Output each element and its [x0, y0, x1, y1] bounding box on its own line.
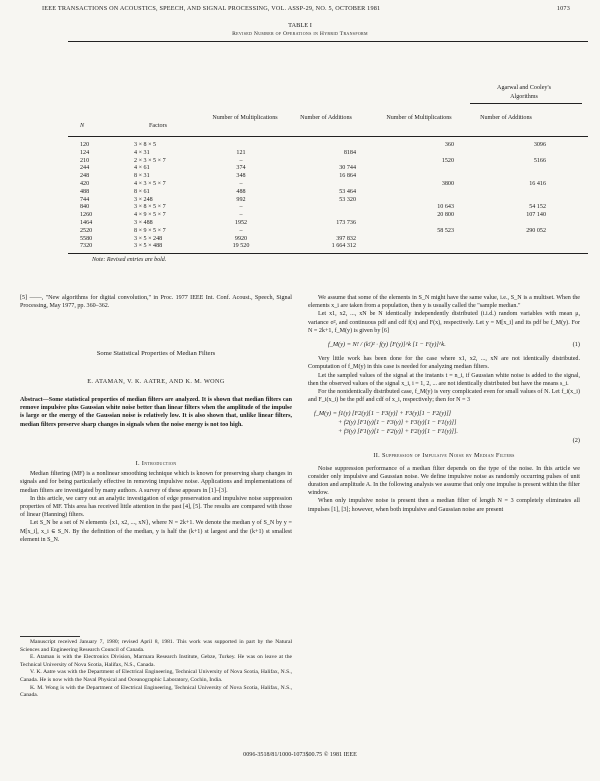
- section-2-title: II. Suppression of Impulsive Noise by Median Filters: [373, 452, 515, 460]
- table-row: [68, 150, 588, 158]
- table-note: Note: Revised entries are bold.: [92, 257, 167, 263]
- table-row: [68, 243, 588, 251]
- copyright-footer: 0096-3518/81/1000-1073$00.75 © 1981 IEEE: [243, 752, 357, 758]
- cell-n: 420: [80, 180, 90, 187]
- cell-ac-add: 16 416: [529, 180, 546, 187]
- cell-ac-mult: 20 800: [437, 212, 454, 219]
- paper-authors: E. ATAMAN, V. K. AATRE, AND K. M. WONG: [87, 378, 225, 385]
- cell-factors: 3 × 5 × 248: [134, 235, 163, 242]
- col-header-factors: Factors: [149, 123, 167, 129]
- group-rule: [470, 103, 582, 104]
- col-header-ac-add: Number of Additions: [480, 115, 532, 121]
- journal-title: IEEE TRANSACTIONS ON ACOUSTICS, SPEECH, AND SIGNAL PROCESSING, VOL. ASSP-29, NO. 5, OCTOBER 1981: [42, 5, 381, 12]
- equation-1-number: (1): [572, 341, 580, 349]
- sec2-paragraph-2: When only impulsive noise is present then a median filter of length N = 3 completely eliminates all impulses [1], [3]; however, when both impulsive and Gaussian noise are present: [308, 498, 580, 513]
- cell-factors: 3 × 488: [134, 219, 153, 226]
- sec1-paragraph-3: Let S_N be a set of N elements {x1, x2, ..., xN}, where N = 2k+1. We denote the median y of S_N by y = M[x_i], x_i ∈ S_N. By the definition of the median, y is half the (k+1) st largest and the (k+1) st smallest element in S_N.: [20, 520, 292, 543]
- cell-factors: 4 × 9 × 5 × 7: [134, 212, 166, 219]
- table-row: [68, 204, 588, 212]
- cell-ac-add: 107 140: [526, 212, 546, 219]
- cell-n: 1260: [80, 212, 93, 219]
- left-body: [20, 460, 292, 544]
- table-bottom-rule: [68, 253, 588, 254]
- cell-mult: 121: [236, 149, 246, 156]
- operations-table: [68, 142, 588, 251]
- equation-2-number: (2): [572, 437, 580, 445]
- cell-mult: 488: [236, 188, 246, 195]
- cell-mult: 19 520: [232, 243, 250, 250]
- abstract: Abstract—Some statistical properties of median filters are analyzed. It is shown that median filters can remove impulsive plus Gaussian white noise better than linear filters when the amplitude of the impulse is large or the energy of the Gaussian noise is relatively low. It is also shown that, unlike linear filters, median filters preserve sharp changes in signals when the noise energy is not too high.: [20, 397, 292, 428]
- cell-ac-mult: 58 523: [437, 227, 454, 234]
- col-header-add: Number of Additions: [300, 115, 352, 121]
- cell-factors: 8 × 9 × 5 × 7: [134, 227, 166, 234]
- cell-mult: 1952: [234, 219, 248, 226]
- table-row: [68, 181, 588, 189]
- cell-factors: 3 × 248: [134, 196, 153, 203]
- cell-mult: –: [239, 227, 243, 234]
- cell-n: 124: [80, 149, 90, 156]
- equation-2-line-1: f_M(y) = f1(y) [F2(y)[1 − F3(y)] + F3(y)[1 − F2(y)]]: [314, 410, 452, 418]
- equation-1-body: f_M(y) = N! / (k!)² · f(y) [F(y)]^k [1 − F(y)]^k.: [328, 341, 446, 349]
- col-header-mult: Number of Multiplications: [212, 115, 278, 121]
- cell-factors: 3 × 5 × 488: [134, 243, 163, 250]
- footnote-affiliation-2: V. K. Aatre was with the Department of Electrical Engineering, Technical University of Nova Scotia, Halifax, N.S., Canada. He is now with the Naval Physical and Oceanographic Laboratory, Cochin, India.: [20, 669, 292, 683]
- cell-ac-mult: 1520: [441, 157, 454, 164]
- cell-mult: 992: [236, 196, 246, 203]
- table-row: [68, 197, 588, 205]
- table-row: [68, 212, 588, 220]
- reference-text: [5] ——, "New algorithms for digital convolution," in Proc. 1977 IEEE Int. Conf. Acoust., Speech, Signal Processing, May 1977, pp. 360–362.: [20, 295, 292, 310]
- col-header-n: N: [80, 123, 85, 129]
- footnotes: [20, 639, 292, 700]
- cell-n: 840: [80, 204, 90, 211]
- table-row: [68, 142, 588, 150]
- group-subheader: Algorithms: [510, 94, 538, 100]
- footnote-manuscript: Manuscript received January 7, 1980; revised April 8, 1981. This work was supported in part by the Natural Sciences and Engineering Research Council of Canada.: [20, 639, 292, 653]
- cell-n: 7320: [80, 243, 93, 250]
- cell-mult: –: [239, 180, 243, 187]
- footnote-affiliation-1: E. Ataman is with the Electronics Division, Marmara Research Institute, Gebze, Turkey. He was on leave at the Technical University of Nova Scotia, Halifax, N.S., Canada.: [20, 654, 292, 668]
- table-row: [68, 228, 588, 236]
- table-header-rule: [68, 136, 588, 137]
- cell-factors: 8 × 61: [134, 188, 150, 195]
- sec1-paragraph-1: Median filtering (MF) is a nonlinear smoothing technique which is known for preserving sharp changes in signals and for being particularly effective in removing impulsive noise. Applications and implementations of median filters are investigated by many authors. A survey of these appears in [1]–[3].: [20, 471, 292, 494]
- right-body: [308, 294, 580, 514]
- cell-add: 53 464: [339, 188, 356, 195]
- cell-n: 5580: [80, 235, 93, 242]
- cell-mult: –: [239, 212, 243, 219]
- table-top-rule: [68, 41, 588, 42]
- cell-n: 2520: [80, 227, 93, 234]
- cell-add: 53 320: [339, 196, 356, 203]
- table-row: [68, 236, 588, 244]
- cell-mult: –: [239, 157, 243, 164]
- reference-entry: [20, 294, 292, 310]
- cell-ac-mult: 3800: [441, 180, 454, 187]
- footnote-affiliation-3: K. M. Wong is with the Department of Electrical Engineering, Technical University of Nova Scotia, Halifax, N.S., Canada.: [20, 684, 292, 699]
- sec2-paragraph-1: Noise suppression performance of a median filter depends on the type of the noise. In this article we consider only impulsive and Gaussian noise. We define impulsive noise as randomly occurring pulses of unit duration and amplitude A. In the following analysis we assume that only one impulse is present within the filter window.: [308, 465, 580, 497]
- cell-n: 488: [80, 188, 90, 195]
- cell-factors: 3 × 8 × 5 × 7: [134, 204, 166, 211]
- right-paragraph-4: Let the sampled values of the signal at the instants t = n_i, if Gaussian white noise is added to the signal, then the observed values of the signal x_i, i = 1, 2, ... are not identically distributed but have the means s_i.: [308, 372, 580, 387]
- cell-n: 120: [80, 142, 90, 148]
- cell-factors: 2 × 3 × 5 × 7: [134, 157, 166, 164]
- cell-factors: 8 × 31: [134, 173, 150, 180]
- section-1-title: I. Introduction: [135, 460, 177, 467]
- cell-mult: 348: [236, 173, 246, 180]
- table-row: [68, 189, 588, 197]
- cell-add: 30 744: [339, 165, 356, 172]
- table-row: [68, 173, 588, 181]
- paper-title: Some Statistical Properties of Median Filters: [96, 350, 216, 357]
- equation-2-line-3: + f3(y) [F1(y)[1 − F2(y)] + F2(y)[1 − F1(y)]].: [338, 428, 458, 436]
- cell-add: 173 736: [336, 219, 356, 226]
- cell-factors: 3 × 8 × 5: [134, 142, 157, 148]
- right-paragraph-5: For the nonidentically distributed case, f_M(y) is very complicated even for small values of N. Let f_i(x_i) and F_i(x_i) be the pdf and cdf of x_i, respectively; then for N = 3: [308, 389, 580, 404]
- cell-add: 16 864: [339, 173, 356, 180]
- group-header: Agarwal and Cooley's: [497, 85, 551, 91]
- table-caption: TABLE I: [288, 22, 312, 29]
- cell-n: 248: [80, 173, 90, 180]
- equation-2: [314, 409, 580, 445]
- cell-add: 8184: [343, 149, 356, 156]
- cell-mult: –: [239, 204, 243, 211]
- cell-ac-add: 3096: [533, 142, 546, 148]
- cell-add: 397 832: [336, 235, 356, 242]
- cell-ac-add: 290 052: [526, 227, 546, 234]
- cell-factors: 4 × 31: [134, 149, 150, 156]
- cell-n: 1464: [80, 219, 93, 226]
- right-paragraph-1: We assume that some of the elements in S_N might have the same value, i.e., S_N is a multiset. When the elements x_i are taken from a population, then y is usually called the "sample median.": [308, 295, 580, 310]
- equation-1: [328, 341, 580, 349]
- cell-factors: 4 × 3 × 5 × 7: [134, 180, 166, 187]
- cell-n: 744: [80, 196, 90, 203]
- right-paragraph-2: Let x1, x2, ..., xN be N identically independently distributed (i.i.d.) random variables with mean μ, variance σ², and continuous pdf and cdf f(x) and F(x), respectively. Let y = M[x_i] and its pdf be f_M(y). For N = 2k+1, f_M(y) is given by [6]: [308, 311, 580, 334]
- cell-n: 244: [80, 165, 90, 172]
- sec1-paragraph-2: In this article, we carry out an analytic investigation of edge preservation and impulsive noise suppression properties of MF. This area has received little attention in the past [4], [5]. The results are compared with those of linear (Hanning) filters.: [20, 495, 292, 519]
- cell-mult: 9920: [234, 235, 248, 242]
- cell-n: 210: [80, 157, 90, 164]
- cell-ac-mult: 10 643: [437, 204, 454, 211]
- footnote-separator: [20, 636, 80, 637]
- cell-mult: 374: [236, 165, 246, 172]
- equation-2-line-2: + f2(y) [F1(y)[1 − F3(y)] + F3(y)[1 − F1(y)]]: [338, 419, 457, 427]
- cell-ac-mult: 360: [444, 142, 454, 148]
- right-paragraph-3: Very little work has been done for the case where x1, x2, ..., xN are not identically distributed. Computation of f_M(y) in this case is needed for analyzing median filters.: [308, 356, 580, 371]
- cell-ac-add: 5166: [533, 157, 546, 164]
- cell-factors: 4 × 61: [134, 165, 150, 172]
- cell-add: 1 664 312: [331, 243, 356, 250]
- page-number: 1073: [556, 5, 570, 12]
- table-row: [68, 165, 588, 173]
- table-row: [68, 220, 588, 228]
- table-subtitle: Revised Number of Operations in Hybrid Transform: [232, 31, 368, 37]
- col-header-ac-mult: Number of Multiplications: [386, 115, 452, 121]
- journal-header: [42, 5, 570, 12]
- cell-ac-add: 54 152: [529, 204, 546, 211]
- table-row: [68, 158, 588, 166]
